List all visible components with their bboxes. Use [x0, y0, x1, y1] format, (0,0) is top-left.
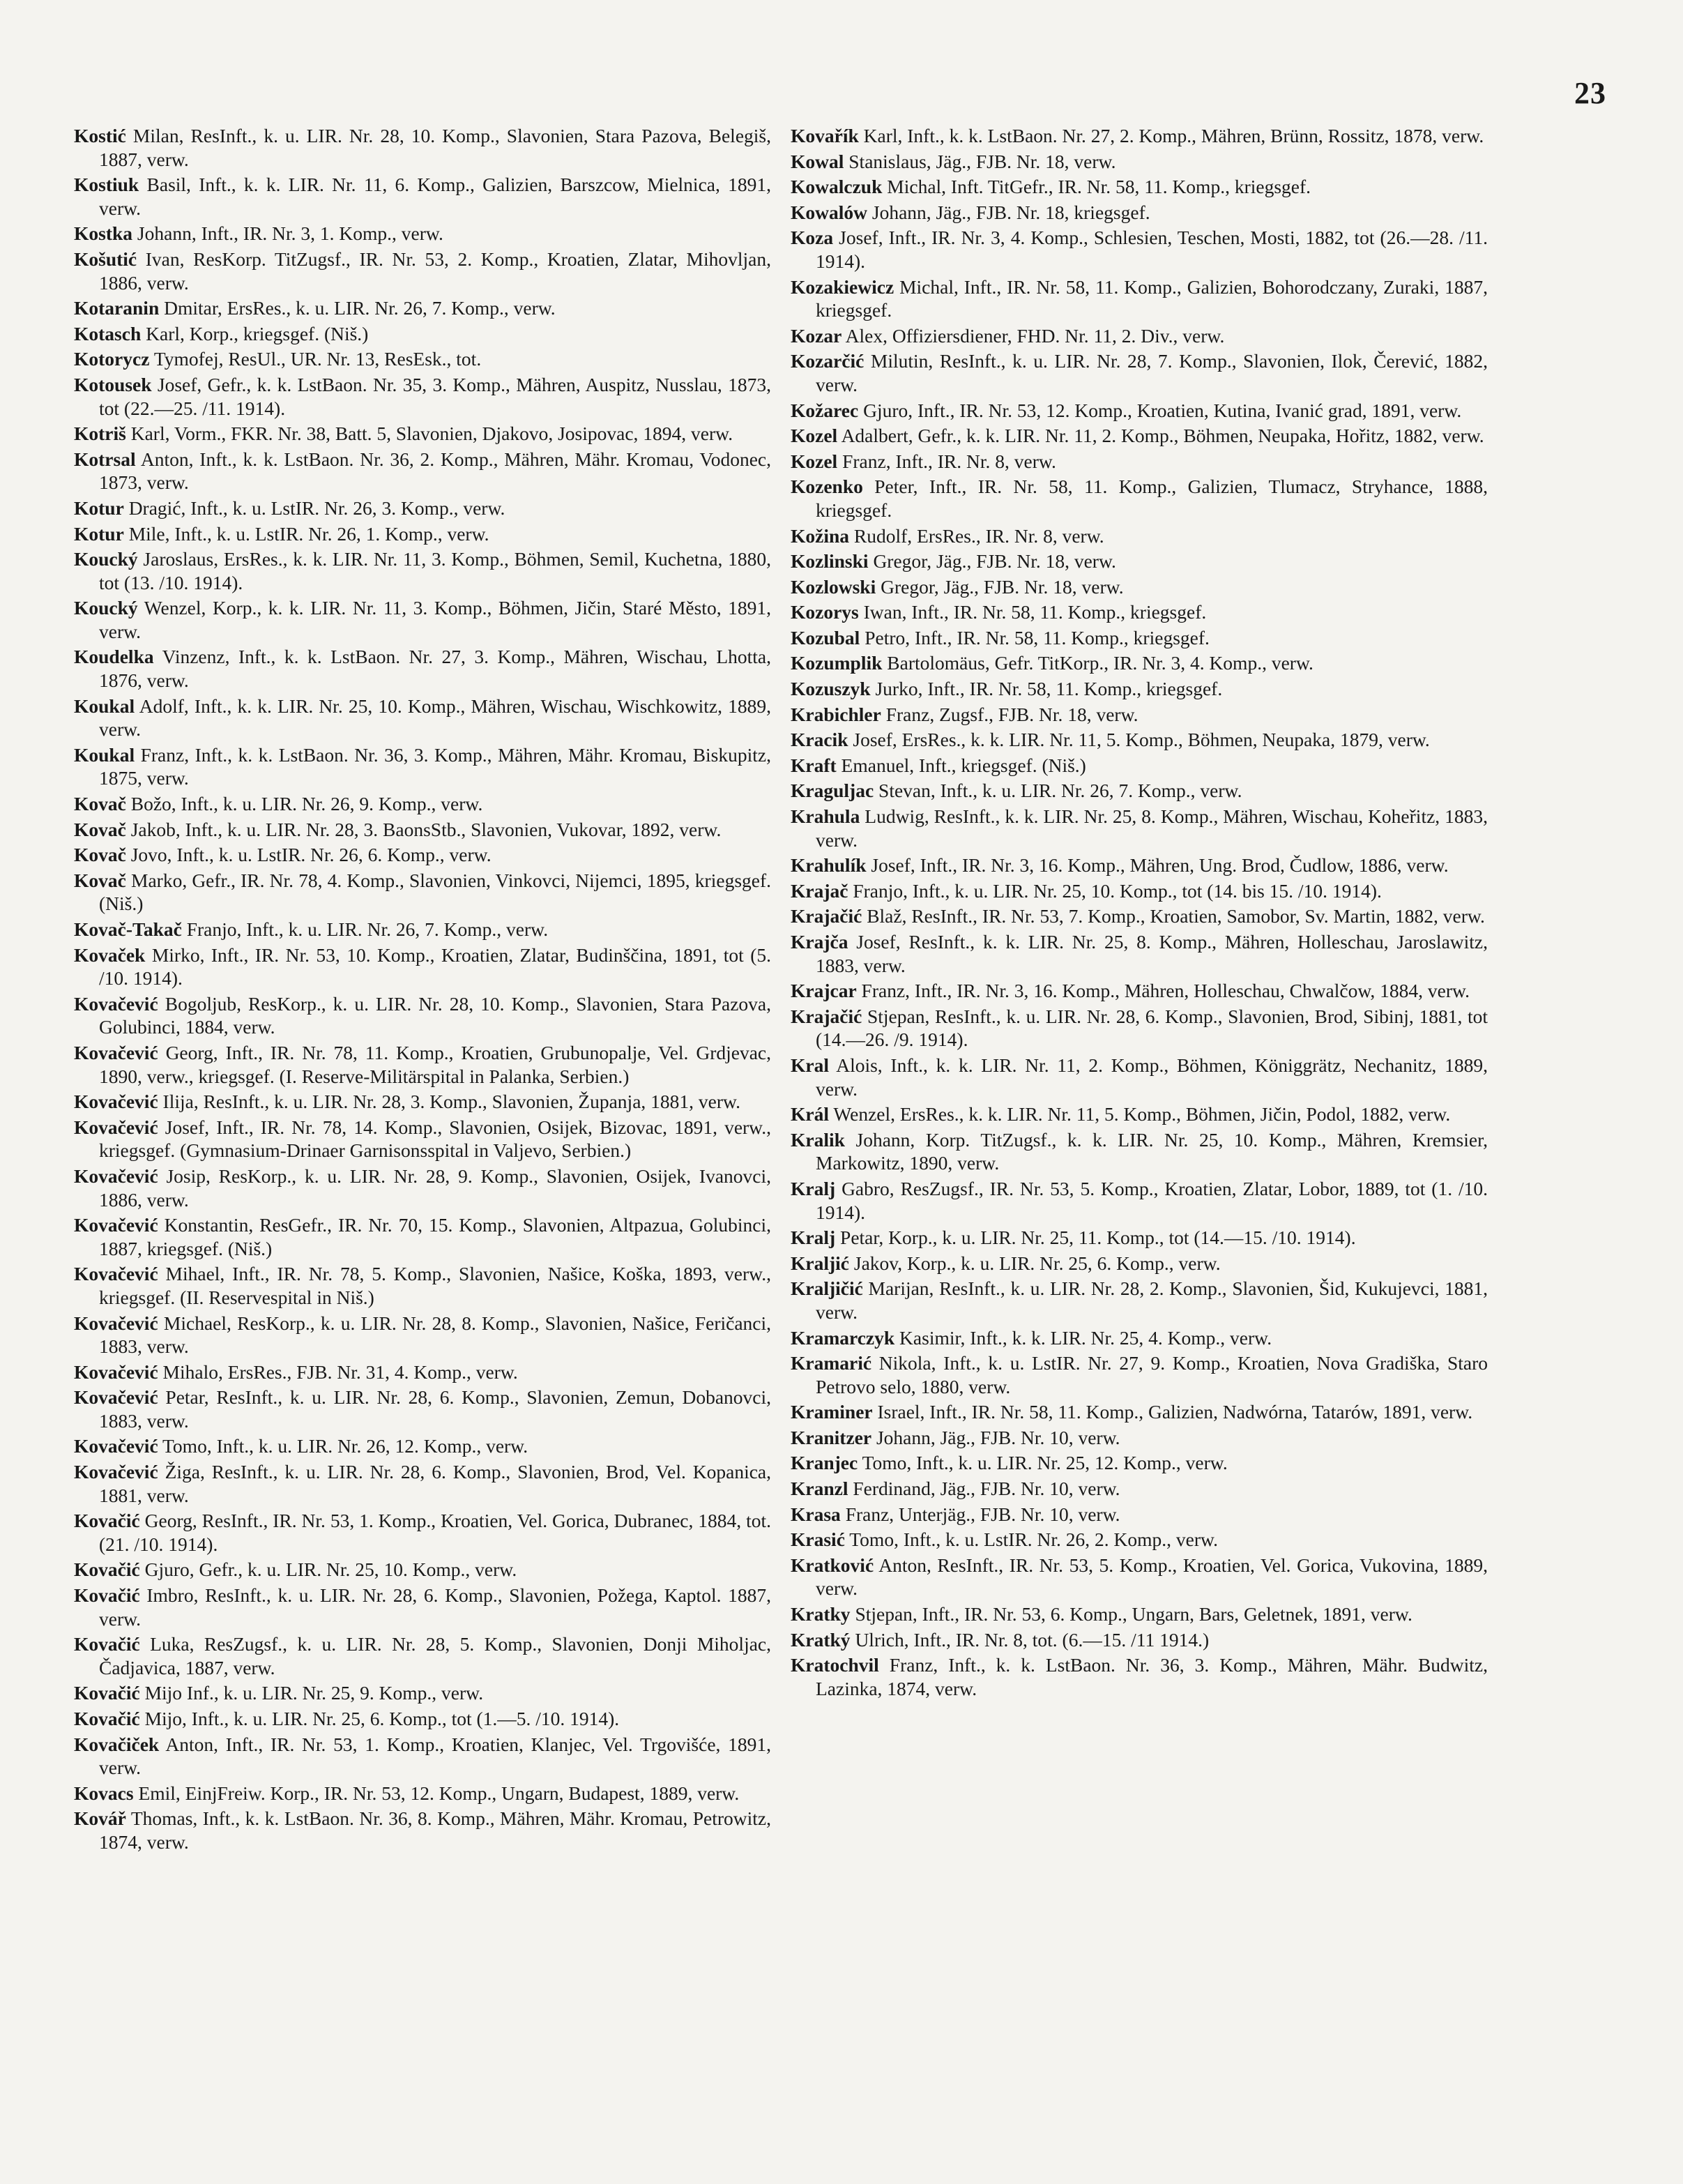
- entry-surname: Kramarić: [791, 1352, 872, 1374]
- entry-surname: Kovačević: [74, 1435, 158, 1457]
- entry-details: Marijan, ResInft., k. u. LIR. Nr. 28, 2. Komp., Slavonien, Šid, Kukujevci, 1881, verw.: [816, 1277, 1488, 1323]
- register-entry: [791, 703, 1488, 727]
- entry-details: Josip, ResKorp., k. u. LIR. Nr. 28, 9. Komp., Slavonien, Osijek, Ivanovci, 1886, verw.: [99, 1165, 772, 1211]
- entry-surname: Koucký: [74, 597, 138, 619]
- entry-surname: Kracik: [791, 729, 848, 751]
- entry-details: Josef, ErsRes., k. k. LIR. Nr. 11, 5. Komp., Böhmen, Neupaka, 1879, verw.: [853, 729, 1430, 751]
- entry-surname: Kranjec: [791, 1452, 858, 1474]
- entry-details: Bogoljub, ResKorp., k. u. LIR. Nr. 28, 10. Komp., Slavonien, Stara Pazova, Golubinci, 1884, verw.: [99, 992, 772, 1038]
- entry-details: Josef, ResInft., k. k. LIR. Nr. 25, 8. Komp., Mähren, Holleschau, Jaroslawitz, 1883, verw.: [816, 931, 1488, 976]
- register-entry: [791, 1054, 1488, 1100]
- entry-surname: Král: [791, 1103, 829, 1125]
- entry-details: Johann, Jäg., FJB. Nr. 10, verw.: [876, 1426, 1120, 1448]
- entry-surname: Kovačić: [74, 1510, 140, 1532]
- register-entry: [74, 347, 771, 371]
- entry-surname: Kovačević: [74, 1041, 158, 1063]
- entry-surname: Kozlinski: [791, 550, 869, 572]
- register-entry: [74, 1807, 771, 1853]
- register-entry: [791, 275, 1488, 322]
- entry-details: Alex, Offiziersdiener, FHD. Nr. 11, 2. Div., verw.: [845, 324, 1225, 347]
- register-entry: [791, 1277, 1488, 1324]
- entry-surname: Krahulík: [791, 854, 867, 877]
- register-entry: [791, 475, 1488, 522]
- entry-surname: Kozorys: [791, 601, 859, 623]
- register-entry: [791, 1628, 1488, 1652]
- register-entry: [74, 695, 771, 741]
- register-entry: [791, 1400, 1488, 1424]
- entry-surname: Kowalczuk: [791, 176, 883, 198]
- register-entry: [74, 843, 771, 867]
- entry-details: Josef, Gefr., k. k. LstBaon. Nr. 35, 3. Komp., Mähren, Auspitz, Nusslau, 1873, tot (22.—25. /11. 1914).: [99, 373, 772, 419]
- entry-details: Josef, Inft., IR. Nr. 3, 16. Komp., Mähren, Ung. Brod, Čudlow, 1886, verw.: [871, 854, 1449, 877]
- entry-surname: Kowalów: [791, 201, 867, 223]
- register-entry: [74, 992, 771, 1039]
- entry-surname: Kral: [791, 1054, 829, 1076]
- entry-details: Wenzel, Korp., k. k. LIR. Nr. 11, 3. Komp., Böhmen, Jičin, Staré Město, 1891, verw.: [99, 597, 771, 642]
- entry-surname: Kovačević: [74, 1312, 158, 1334]
- entry-details: Mirko, Inft., IR. Nr. 53, 10. Komp., Kroatien, Zlatar, Budinščina, 1891, tot (5. /10. 1914).: [99, 943, 772, 989]
- entry-surname: Kraft: [791, 754, 837, 776]
- register-entry: [74, 322, 771, 346]
- register-entry: [74, 422, 771, 446]
- entry-details: Dragić, Inft., k. u. LstIR. Nr. 26, 3. Komp., verw.: [128, 496, 505, 519]
- entry-surname: Kozuszyk: [791, 678, 871, 700]
- register-entry: [791, 1602, 1488, 1626]
- entry-surname: Kostić: [74, 125, 126, 146]
- register-entry: [74, 1681, 771, 1705]
- register-entry: [74, 1312, 771, 1358]
- entry-surname: Kotousek: [74, 373, 152, 395]
- register-entry: [791, 1351, 1488, 1398]
- entry-surname: Kratky: [791, 1603, 851, 1625]
- entry-surname: Kraljičić: [791, 1277, 863, 1300]
- entry-surname: Kovacs: [74, 1782, 134, 1804]
- entry-details: Jovo, Inft., k. u. LstIR. Nr. 26, 6. Komp., verw.: [130, 844, 492, 866]
- entry-details: Michael, ResKorp., k. u. LIR. Nr. 28, 8. Komp., Slavonien, Našice, Feričanci, 1883, verw.: [99, 1312, 771, 1358]
- register-entry: [74, 522, 771, 546]
- entry-details: Jakob, Inft., k. u. LIR. Nr. 28, 3. BaonsStb., Slavonien, Vukovar, 1892, verw.: [130, 818, 722, 840]
- entry-details: Mile, Inft., k. u. LstIR. Nr. 26, 1. Komp., verw.: [128, 522, 489, 545]
- entry-surname: Kovačević: [74, 1165, 158, 1187]
- register-entry: [74, 1632, 771, 1679]
- entry-details: Tomo, Inft., k. u. LstIR. Nr. 26, 2. Komp., verw.: [849, 1529, 1218, 1551]
- entry-details: Jurko, Inft., IR. Nr. 58, 11. Komp., kriegsgef.: [875, 678, 1223, 700]
- register-entry: [791, 124, 1488, 148]
- register-entry: [791, 600, 1488, 624]
- register-entry: [74, 448, 771, 494]
- register-entry: [74, 1707, 771, 1731]
- entry-details: Stjepan, ResInft., k. u. LIR. Nr. 28, 6. Komp., Slavonien, Brod, Sibinj, 1881, tot (14.—26. /9. 1914).: [816, 1005, 1488, 1051]
- register-entry: [74, 1386, 771, 1432]
- register-entry: [791, 1528, 1488, 1552]
- entry-details: Franz, Inft., k. k. LstBaon. Nr. 36, 3. Komp., Mähren, Mähr. Kromau, Biskupitz, 1875, verw.: [99, 743, 772, 789]
- register-entry: [74, 869, 771, 916]
- entry-surname: Krajcar: [791, 980, 857, 1002]
- entry-details: Jakov, Korp., k. u. LIR. Nr. 25, 6. Komp., verw.: [853, 1252, 1221, 1274]
- entry-surname: Kotaranin: [74, 297, 160, 319]
- register-entry: [74, 1213, 771, 1260]
- entry-surname: Kovaček: [74, 943, 146, 966]
- entry-surname: Kovačević: [74, 1461, 158, 1483]
- register-entry: [791, 150, 1488, 174]
- register-entry: [74, 596, 771, 643]
- entry-details: Franz, Unterjäg., FJB. Nr. 10, verw.: [845, 1503, 1120, 1525]
- register-entry: [74, 496, 771, 520]
- entry-surname: Koukal: [74, 695, 135, 717]
- entry-details: Josef, Inft., IR. Nr. 3, 4. Komp., Schlesien, Teschen, Mosti, 1882, tot (26.—28. /11. 1914).: [816, 227, 1488, 272]
- entry-details: Ulrich, Inft., IR. Nr. 8, tot. (6.—15. /11 1914.): [855, 1628, 1210, 1651]
- register-entry: [791, 399, 1488, 423]
- entry-details: Franz, Zugsf., FJB. Nr. 18, verw.: [885, 703, 1138, 725]
- register-entry: [74, 1584, 771, 1630]
- entry-surname: Krabichler: [791, 703, 881, 725]
- entry-surname: Kostka: [74, 222, 133, 245]
- register-entry: [74, 173, 771, 220]
- register-entry: [74, 743, 771, 790]
- entry-details: Vinzenz, Inft., k. k. LstBaon. Nr. 27, 3. Komp., Mähren, Wischau, Lhotta, 1876, verw.: [99, 646, 771, 692]
- entry-surname: Krajča: [791, 931, 848, 953]
- entry-surname: Kovačević: [74, 1116, 158, 1138]
- register-entry: [791, 450, 1488, 473]
- entry-surname: Kralj: [791, 1227, 836, 1249]
- entry-details: Petar, Korp., k. u. LIR. Nr. 25, 11. Komp., tot (14.—15. /10. 1914).: [840, 1227, 1356, 1249]
- entry-surname: Kovačić: [74, 1682, 140, 1704]
- register-entry: [791, 1451, 1488, 1475]
- entry-details: Michal, Inft., IR. Nr. 58, 11. Komp., Galizien, Bohorodczany, Zuraki, 1887, kriegsgef.: [816, 275, 1488, 321]
- register-entry: [74, 1116, 771, 1162]
- entry-surname: Kowal: [791, 150, 844, 172]
- entry-details: Anton, Inft., IR. Nr. 53, 1. Komp., Kroatien, Klanjec, Vel. Trgovišće, 1891, verw.: [99, 1733, 771, 1779]
- entry-details: Israel, Inft., IR. Nr. 58, 11. Komp., Galizien, Nadwórna, Tatarów, 1891, verw.: [877, 1401, 1473, 1423]
- entry-details: Gregor, Jäg., FJB. Nr. 18, verw.: [881, 575, 1124, 598]
- entry-details: Kasimir, Inft., k. k. LIR. Nr. 25, 4. Komp., verw.: [899, 1326, 1272, 1349]
- entry-details: Thomas, Inft., k. k. LstBaon. Nr. 36, 8. Komp., Mähren, Mähr. Kromau, Petrowitz, 1874, verw.: [99, 1807, 771, 1853]
- register-entry: [791, 979, 1488, 1003]
- entry-details: Milutin, ResInft., k. u. LIR. Nr. 28, 7. Komp., Slavonien, Ilok, Čerević, 1882, verw.: [816, 350, 1488, 395]
- register-entry: [74, 1262, 771, 1309]
- entry-surname: Kovač: [74, 793, 126, 815]
- entry-details: Gabro, ResZugsf., IR. Nr. 53, 5. Komp., Kroatien, Zlatar, Lobor, 1889, tot (1. /10. 1914).: [816, 1177, 1488, 1223]
- entry-details: Ilija, ResInft., k. u. LIR. Nr. 28, 3. Komp., Slavonien, Županja, 1881, verw.: [162, 1091, 740, 1113]
- register-entry: [791, 1554, 1488, 1600]
- entry-details: Georg, Inft., IR. Nr. 78, 11. Komp., Kroatien, Grubunopalje, Vel. Grdjevac, 1890, verw., kriegsgef. (I. Reserve-Militärspital in Palanka, Serbien.): [99, 1041, 771, 1087]
- register-entry: [74, 1509, 771, 1556]
- register-entry: [791, 1128, 1488, 1175]
- register-entry: [74, 1090, 771, 1114]
- register-entry: [74, 1460, 771, 1507]
- entry-surname: Kratochvil: [791, 1654, 879, 1676]
- register-entry: [74, 1733, 771, 1780]
- entry-surname: Kovač: [74, 818, 126, 840]
- register-entry: [74, 1041, 771, 1088]
- entry-details: Mihalo, ErsRes., FJB. Nr. 31, 4. Komp., verw.: [162, 1360, 518, 1383]
- entry-details: Gjuro, Inft., IR. Nr. 53, 12. Komp., Kroatien, Kutina, Ivanić grad, 1891, verw.: [863, 399, 1462, 421]
- register-entry: [74, 1782, 771, 1805]
- entry-surname: Krajačić: [791, 1005, 862, 1027]
- entry-details: Dmitar, ErsRes., k. u. LIR. Nr. 26, 7. Komp., verw.: [164, 297, 556, 319]
- register-entry: [791, 1226, 1488, 1250]
- register-entry: [791, 1005, 1488, 1052]
- entry-details: Johann, Jäg., FJB. Nr. 18, kriegsgef.: [871, 201, 1150, 223]
- register-entry: [74, 918, 771, 941]
- entry-details: Franjo, Inft., k. u. LIR. Nr. 25, 10. Komp., tot (14. bis 15. /10. 1914).: [853, 879, 1382, 902]
- entry-surname: Kotur: [74, 496, 124, 519]
- register-entry: [74, 943, 771, 990]
- register-entry: [74, 373, 771, 420]
- entry-details: Bartolomäus, Gefr. TitKorp., IR. Nr. 3, 4. Komp., verw.: [887, 652, 1313, 674]
- entry-details: Tomo, Inft., k. u. LIR. Nr. 26, 12. Komp., verw.: [162, 1435, 528, 1457]
- entry-details: Mihael, Inft., IR. Nr. 78, 5. Komp., Slavonien, Našice, Koška, 1893, verw., kriegsgef. (II. Reservespital in Niš.): [99, 1263, 771, 1308]
- register-entry: [74, 222, 771, 245]
- entry-surname: Kožarec: [791, 399, 859, 421]
- entry-surname: Krasa: [791, 1503, 841, 1525]
- entry-surname: Kovačević: [74, 1214, 158, 1236]
- entry-surname: Kraguljac: [791, 780, 874, 802]
- entry-details: Karl, Korp., kriegsgef. (Niš.): [146, 322, 369, 344]
- register-entry: [74, 792, 771, 816]
- register-entry: [74, 818, 771, 842]
- entry-details: Ivan, ResKorp. TitZugsf., IR. Nr. 53, 2. Komp., Kroatien, Zlatar, Mihovljan, 1886, verw.: [99, 248, 772, 294]
- entry-surname: Kozarčić: [791, 350, 865, 372]
- register-entry: [791, 575, 1488, 599]
- entry-surname: Kraljić: [791, 1252, 849, 1274]
- entry-surname: Koukal: [74, 743, 135, 766]
- entry-surname: Kranzl: [791, 1478, 848, 1500]
- entry-surname: Kovačević: [74, 1386, 158, 1409]
- register-entry: [791, 1426, 1488, 1450]
- entry-details: Anton, Inft., k. k. LstBaon. Nr. 36, 2. Komp., Mähren, Mähr. Kromau, Vodonec, 1873, verw.: [99, 448, 772, 494]
- entry-details: Franz, Inft., IR. Nr. 3, 16. Komp., Mähren, Holleschau, Chwalčow, 1884, verw.: [861, 980, 1470, 1002]
- entry-details: Franz, Inft., k. k. LstBaon. Nr. 36, 3. Komp., Mähren, Mähr. Budwitz, Lazinka, 1874, verw.: [816, 1654, 1488, 1699]
- entry-details: Iwan, Inft., IR. Nr. 58, 11. Komp., kriegsgef.: [863, 601, 1207, 623]
- entry-surname: Kovačević: [74, 1091, 158, 1113]
- entry-surname: Kotorycz: [74, 348, 150, 370]
- right-column: [791, 124, 1488, 1702]
- entry-surname: Kovačić: [74, 1708, 140, 1729]
- entry-surname: Kotur: [74, 522, 124, 545]
- register-entry: [791, 754, 1488, 778]
- entry-surname: Kralik: [791, 1128, 845, 1151]
- register-entry: [74, 547, 771, 594]
- register-entry: [791, 226, 1488, 273]
- entry-surname: Kozakiewicz: [791, 275, 894, 298]
- entry-surname: Kovačević: [74, 1360, 158, 1383]
- entry-details: Stevan, Inft., k. u. LIR. Nr. 26, 7. Komp., verw.: [878, 780, 1242, 802]
- entry-details: Petar, ResInft., k. u. LIR. Nr. 28, 6. Komp., Slavonien, Zemun, Dobanovci, 1883, verw.: [99, 1386, 772, 1432]
- entry-details: Karl, Vorm., FKR. Nr. 38, Batt. 5, Slavonien, Djakovo, Josipovac, 1894, verw.: [130, 423, 733, 445]
- entry-details: Jaroslaus, ErsRes., k. k. LIR. Nr. 11, 3. Komp., Böhmen, Semil, Kuchetna, 1880, tot (13. /10. 1914).: [99, 548, 772, 593]
- entry-details: Blaž, ResInft., IR. Nr. 53, 7. Komp., Kroatien, Samobor, Sv. Martin, 1882, verw.: [867, 905, 1485, 927]
- register-entry: [74, 248, 771, 294]
- register-entry: [791, 854, 1488, 877]
- register-entry: [791, 904, 1488, 928]
- entry-details: Georg, ResInft., IR. Nr. 53, 1. Komp., Kroatien, Vel. Gorica, Dubranec, 1884, tot. (21. /10. 1914).: [99, 1510, 771, 1555]
- entry-details: Adalbert, Gefr., k. k. LIR. Nr. 11, 2. Komp., Böhmen, Neupaka, Hořitz, 1882, verw.: [841, 425, 1484, 447]
- register-entry: [791, 201, 1488, 225]
- entry-details: Wenzel, ErsRes., k. k. LIR. Nr. 11, 5. Komp., Böhmen, Jičin, Podol, 1882, verw.: [833, 1103, 1451, 1125]
- entry-details: Stanislaus, Jäg., FJB. Nr. 18, verw.: [848, 150, 1116, 172]
- entry-details: Basil, Inft., k. k. LIR. Nr. 11, 6. Komp., Galizien, Barszcow, Mielnica, 1891, verw.: [99, 174, 772, 219]
- entry-details: Karl, Inft., k. k. LstBaon. Nr. 27, 2. Komp., Mähren, Brünn, Rossitz, 1878, verw.: [863, 125, 1484, 146]
- register-entry: [791, 779, 1488, 803]
- entry-surname: Kozel: [791, 450, 838, 472]
- entry-details: Stjepan, Inft., IR. Nr. 53, 6. Komp., Ungarn, Bars, Geletnek, 1891, verw.: [855, 1603, 1412, 1625]
- entry-details: Adolf, Inft., k. k. LIR. Nr. 25, 10. Komp., Mähren, Wischau, Wischkowitz, 1889, verw.: [99, 695, 772, 741]
- entry-surname: Kovačević: [74, 1263, 158, 1285]
- entry-details: Luka, ResZugsf., k. u. LIR. Nr. 28, 5. Komp., Slavonien, Donji Miholjac, Čadjavica, 1887, verw.: [99, 1633, 772, 1678]
- register-entry: [791, 651, 1488, 675]
- entry-surname: Krajačić: [791, 905, 862, 927]
- register-entry: [791, 424, 1488, 448]
- register-entry: [791, 524, 1488, 548]
- entry-details: Emanuel, Inft., kriegsgef. (Niš.): [841, 754, 1086, 776]
- entry-details: Johann, Inft., IR. Nr. 3, 1. Komp., verw.: [137, 222, 443, 245]
- entry-details: Mijo, Inft., k. u. LIR. Nr. 25, 6. Komp., tot (1.—5. /10. 1914).: [144, 1708, 620, 1729]
- entry-details: Franz, Inft., IR. Nr. 8, verw.: [842, 450, 1056, 472]
- entry-surname: Kotasch: [74, 322, 142, 344]
- left-column: [74, 124, 771, 1856]
- register-entry: [791, 1326, 1488, 1350]
- entry-surname: Kozar: [791, 324, 842, 347]
- entry-details: Emil, EinjFreiw. Korp., IR. Nr. 53, 12. Komp., Ungarn, Budapest, 1889, verw.: [138, 1782, 740, 1804]
- entry-details: Franjo, Inft., k. u. LIR. Nr. 26, 7. Komp., verw.: [186, 918, 549, 940]
- register-entry: [74, 1558, 771, 1582]
- entry-surname: Krajač: [791, 879, 848, 902]
- register-entry: [791, 175, 1488, 199]
- entry-surname: Kostiuk: [74, 174, 139, 196]
- entry-surname: Kozumplik: [791, 652, 883, 674]
- entry-surname: Kotrsal: [74, 448, 136, 470]
- page-number: 23: [1574, 76, 1606, 110]
- register-entry: [791, 626, 1488, 650]
- register-entry: [74, 1165, 771, 1211]
- entry-details: Michal, Inft. TitGefr., IR. Nr. 58, 11. Komp., kriegsgef.: [887, 176, 1311, 198]
- entry-surname: Košutić: [74, 248, 137, 270]
- entry-details: Johann, Korp. TitZugsf., k. k. LIR. Nr. 25, 10. Komp., Mähren, Kremsier, Markowitz, 1890, verw.: [816, 1128, 1488, 1174]
- entry-surname: Kramarczyk: [791, 1326, 895, 1349]
- entry-details: Rudolf, ErsRes., IR. Nr. 8, verw.: [853, 524, 1104, 547]
- entry-surname: Kralj: [791, 1177, 836, 1199]
- entry-surname: Kratký: [791, 1628, 851, 1651]
- entry-surname: Kranitzer: [791, 1426, 872, 1448]
- entry-surname: Kovačiček: [74, 1733, 160, 1755]
- entry-details: Gjuro, Gefr., k. u. LIR. Nr. 25, 10. Komp., verw.: [144, 1559, 517, 1581]
- entry-surname: Kozubal: [791, 626, 860, 649]
- register-entry: [791, 879, 1488, 903]
- entry-surname: Kraminer: [791, 1401, 873, 1423]
- register-entry: [74, 1434, 771, 1458]
- entry-surname: Krahula: [791, 805, 860, 828]
- register-entry: [791, 677, 1488, 701]
- register-entry: [74, 1360, 771, 1384]
- entry-surname: Kozel: [791, 425, 838, 447]
- entry-surname: Kovač: [74, 844, 126, 866]
- entry-surname: Kratković: [791, 1554, 874, 1576]
- entry-details: Božo, Inft., k. u. LIR. Nr. 26, 9. Komp., verw.: [130, 793, 483, 815]
- register-entry: [791, 349, 1488, 396]
- register-entry: [791, 1177, 1488, 1224]
- entry-details: Milan, ResInft., k. u. LIR. Nr. 28, 10. Komp., Slavonien, Stara Pazova, Belegiš, 1887, verw.: [99, 125, 771, 170]
- entry-surname: Kovač: [74, 869, 126, 891]
- entry-surname: Kovařík: [791, 125, 859, 146]
- register-entry: [74, 124, 771, 171]
- register-entry: [74, 296, 771, 320]
- register-entry: [791, 1102, 1488, 1126]
- entry-details: Marko, Gefr., IR. Nr. 78, 4. Komp., Slavonien, Vinkovci, Nijemci, 1895, kriegsgef. (Niš.): [99, 869, 772, 915]
- entry-surname: Krasić: [791, 1529, 845, 1551]
- register-entry: [791, 1503, 1488, 1526]
- entry-surname: Kozlowski: [791, 575, 876, 598]
- register-entry: [791, 1252, 1488, 1275]
- entry-details: Mijo Inf., k. u. LIR. Nr. 25, 9. Komp., verw.: [144, 1682, 484, 1704]
- entry-surname: Koudelka: [74, 646, 154, 668]
- entry-details: Ludwig, ResInft., k. k. LIR. Nr. 25, 8. Komp., Mähren, Wischau, Kohеřitz, 1883, verw.: [816, 805, 1488, 851]
- entry-surname: Kovář: [74, 1807, 126, 1830]
- register-entry: [791, 549, 1488, 573]
- entry-surname: Kotriš: [74, 423, 126, 445]
- register-entry: [791, 1477, 1488, 1501]
- entry-details: Petro, Inft., IR. Nr. 58, 11. Komp., kriegsgef.: [865, 626, 1210, 649]
- entry-surname: Kozenko: [791, 476, 863, 498]
- entry-details: Tomo, Inft., k. u. LIR. Nr. 25, 12. Komp., verw.: [862, 1452, 1228, 1474]
- register-entry: [74, 645, 771, 692]
- entry-surname: Koucký: [74, 548, 138, 570]
- entry-surname: Koza: [791, 227, 834, 249]
- entry-details: Anton, ResInft., IR. Nr. 53, 5. Komp., Kroatien, Vel. Gorica, Vukovina, 1889, verw.: [816, 1554, 1488, 1600]
- entry-details: Ferdinand, Jäg., FJB. Nr. 10, verw.: [853, 1478, 1120, 1500]
- entry-surname: Kovač-Takač: [74, 918, 182, 940]
- entry-surname: Kovačić: [74, 1559, 140, 1581]
- register-entry: [791, 728, 1488, 752]
- entry-surname: Kožina: [791, 524, 850, 547]
- entry-details: Tymofej, ResUl., UR. Nr. 13, ResEsk., tot.: [153, 348, 482, 370]
- entry-details: Gregor, Jäg., FJB. Nr. 18, verw.: [873, 550, 1116, 572]
- register-entry: [791, 1653, 1488, 1700]
- entry-details: Nikola, Inft., k. u. LstIR. Nr. 27, 9. Komp., Kroatien, Nova Gradiška, Staro Petrovo selo, 1880, verw.: [816, 1352, 1488, 1397]
- entry-surname: Kovačić: [74, 1633, 140, 1655]
- entry-surname: Kovačević: [74, 992, 158, 1015]
- register-entry: [791, 930, 1488, 977]
- entry-details: Konstantin, ResGefr., IR. Nr. 70, 15. Komp., Slavonien, Altpazua, Golubinci, 1887, kriegsgef. (Niš.): [99, 1214, 772, 1259]
- entry-surname: Kovačić: [74, 1584, 140, 1607]
- register-entry: [791, 805, 1488, 851]
- entry-details: Imbro, ResInft., k. u. LIR. Nr. 28, 6. Komp., Slavonien, Požega, Kaptol. 1887, verw.: [99, 1584, 771, 1630]
- entry-details: Žiga, ResInft., k. u. LIR. Nr. 28, 6. Komp., Slavonien, Brod, Vel. Kopanica, 1881, verw.: [99, 1461, 772, 1506]
- register-entry: [791, 324, 1488, 348]
- entry-details: Josef, Inft., IR. Nr. 78, 14. Komp., Slavonien, Osijek, Bizovac, 1891, verw., kriegsgef. (Gymnasium-Drinaer Garnisonsspital in Valjevo, Serbien.): [99, 1116, 772, 1162]
- entry-details: Peter, Inft., IR. Nr. 58, 11. Komp., Galizien, Tlumacz, Stryhance, 1888, kriegsgef.: [816, 476, 1488, 521]
- entry-details: Alois, Inft., k. k. LIR. Nr. 11, 2. Komp., Böhmen, Königgrätz, Nechanitz, 1889, verw.: [816, 1054, 1488, 1100]
